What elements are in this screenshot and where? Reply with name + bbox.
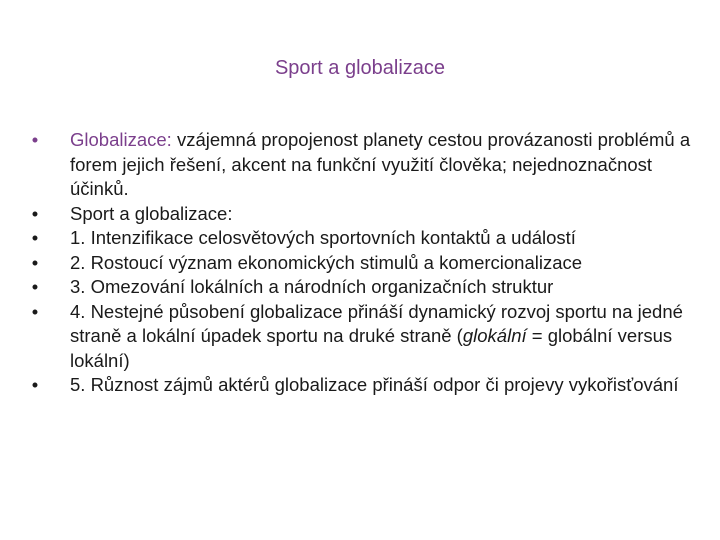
bullet-icon: • (31, 374, 39, 395)
bullet-item-globalizace (22, 128, 702, 202)
bullet-icon: • (31, 276, 39, 297)
bullet-icon: • (31, 129, 39, 150)
bullet-text: Sport a globalizace: (70, 202, 233, 224)
bullet-text: vzájemná propojenost planety cestou provázanosti problémů a forem jejich řešení, akcent na funkční využití člověka; nejednoznačnost účinků. (70, 129, 691, 199)
bullet-item-sport-a-globalizace (22, 202, 702, 227)
bullet-text: 1. Intenzifikace celosvětových sportovních kontaktů a událostí (70, 227, 576, 248)
bullet-text: 3. Omezování lokálních a národních organizačních struktur (70, 276, 554, 297)
bullet-icon: • (31, 202, 39, 224)
bullet-text-tail: = globální versus lokální) (70, 325, 673, 371)
slide-title: Sport a globalizace (274, 57, 446, 79)
bullet-item-3 (22, 275, 702, 300)
bullet-icon: • (31, 251, 39, 273)
bullet-item-5 (22, 373, 702, 398)
bullet-item-4 (22, 300, 702, 374)
bullet-item-2 (22, 251, 702, 276)
bullet-icon: • (31, 300, 39, 322)
bullet-list (22, 128, 702, 398)
bullet-text: 5. Různost zájmů aktérů globalizace přináší odpor či projevy vykořisťování (70, 374, 679, 395)
bullet-item-1 (22, 226, 702, 251)
bullet-italic-term: glokální (462, 325, 527, 346)
bullet-text: 2. Rostoucí význam ekonomických stimulů a komercionalizace (70, 251, 583, 273)
bullet-icon: • (31, 227, 39, 248)
bullet-text: 4. Nestejné působení globalizace přináší dynamický rozvoj sportu na jedné straně a lokální úpadek sportu na druké straně ( (70, 300, 683, 346)
bullet-lead-term: Globalizace: (70, 129, 172, 150)
